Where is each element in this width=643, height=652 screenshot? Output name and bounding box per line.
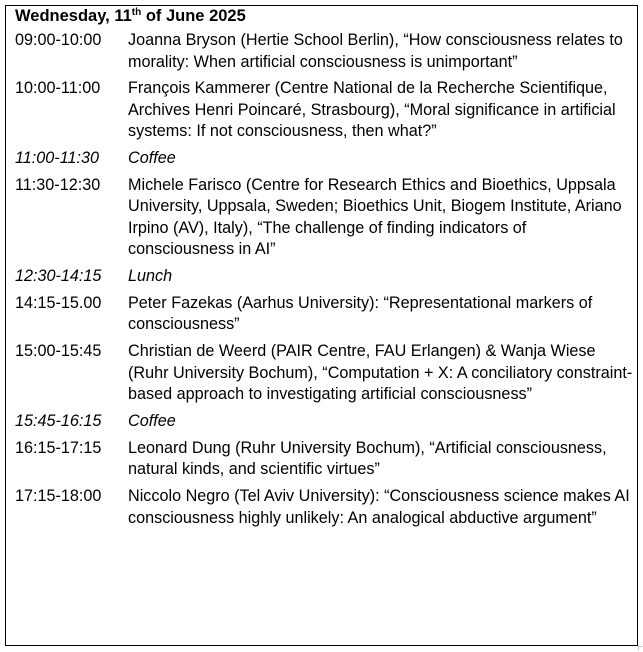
schedule-row [15,175,635,261]
session-time: 15:45-16:15 [15,412,102,431]
session-description: Christian de Weerd (PAIR Centre, FAU Erlangen) & Wanja Wiese (Ruhr University Bochum), “Computation + X: A conciliatory constraint-based approach to investigating artificial consciousness” [128,342,633,404]
session-time: 09:00-10:00 [15,31,102,49]
session-time: 15:00-15:45 [15,342,102,361]
schedule-row [15,341,635,406]
session-description: Leonard Dung (Ruhr University Bochum), “Artificial consciousness, natural kinds, and scientific virtues” [128,438,607,479]
session-time: 11:30-12:30 [15,175,101,194]
session-time: 14:15-15.00 [15,293,102,312]
day-heading-ordinal-suffix: th [131,7,142,18]
session-description: Lunch [128,267,173,286]
session-time: 10:00-11:00 [15,79,101,98]
session-description: Michele Farisco (Centre for Research Ethics and Bioethics, Uppsala University, Uppsala, Sweden; Bioethics Unit, Biogem Institute, Ariano Irpino (AV), Italy), “The challenge of finding indicators of consciousness in AI” [128,175,622,259]
schedule-row [15,78,635,143]
schedule-row [15,148,635,170]
day-heading-month-year: of June 2025 [141,7,246,25]
session-time: 11:00-11:30 [15,149,100,168]
session-time: 17:15-18:00 [15,487,102,506]
session-description: Coffee [128,149,176,168]
session-description: Peter Fazekas (Aarhus University): “Representational markers of consciousness” [128,293,593,334]
day-heading-weekday: Wednesday, 11 [15,7,132,25]
schedule-row [15,438,635,481]
schedule-row [15,411,635,433]
schedule-row [15,266,635,288]
session-description: Niccolo Negro (Tel Aviv University): “Consciousness science makes AI consciousness highly unlikely: An analogical abductive argument” [128,487,630,527]
session-description: François Kammerer (Centre National de la Recherche Scientifique, Archives Henri Poincaré, Strasbourg), “Moral significance in artificial systems: If not consciousness, then what?” [128,79,616,141]
schedule-row [15,30,635,73]
day-heading [15,4,246,28]
schedule-row [15,486,635,529]
schedule-row [15,293,635,336]
session-time: 12:30-14:15 [15,267,102,286]
session-description: Joanna Bryson (Hertie School Berlin), “How consciousness relates to morality: When artificial consciousness is unimportant” [128,31,623,71]
session-description: Coffee [128,412,176,431]
page-corner-mark [638,646,642,650]
session-time: 16:15-17:15 [15,438,102,457]
schedule-list [15,30,635,534]
